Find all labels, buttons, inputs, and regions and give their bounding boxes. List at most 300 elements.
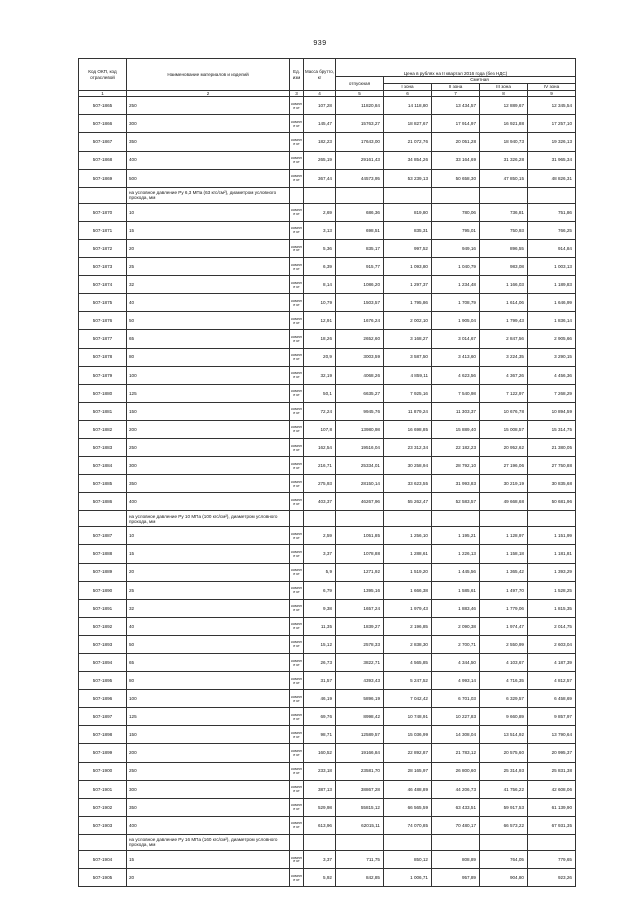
cell-name: 250 <box>127 97 290 115</box>
cell-unit: компле кт <box>290 115 304 133</box>
header-zone-4: IV зона <box>528 84 576 91</box>
cell-price-zone-1: 30 258,94 <box>384 457 432 475</box>
table-row <box>79 672 576 690</box>
section-empty-cell <box>384 511 432 527</box>
cell-code: 507-1870 <box>79 203 127 221</box>
cell-price-zone-4: 12 345,54 <box>528 97 576 115</box>
cell-mass: 15,12 <box>304 635 336 653</box>
cell-price-zone-3: 59 917,53 <box>480 798 528 816</box>
cell-price-zone-3: 1 497,70 <box>480 581 528 599</box>
table-row <box>79 850 576 868</box>
cell-price-zone-2: 1 040,79 <box>432 258 480 276</box>
section-empty-cell <box>480 511 528 527</box>
section-heading: на условное давление Ру 10 МПа (100 кгс/см²), диаметром условного прохода, мм <box>127 511 290 527</box>
cell-price-zone-2: 28 792,10 <box>432 457 480 475</box>
cell-mass: 265,19 <box>304 151 336 169</box>
cell-price-zone-1: 850,12 <box>384 850 432 868</box>
cell-price-zone-3: 896,55 <box>480 239 528 257</box>
section-empty-cell <box>432 187 480 203</box>
cell-mass: 2,59 <box>304 527 336 545</box>
cell-price-zone-2: 7 540,98 <box>432 384 480 402</box>
cell-price-zone-2: 808,89 <box>432 850 480 868</box>
cell-mass: 6,39 <box>304 258 336 276</box>
cell-price-zone-2: 20 051,28 <box>432 133 480 151</box>
cell-name: 500 <box>127 169 290 187</box>
cell-mass: 31,57 <box>304 672 336 690</box>
section-empty-cell <box>336 187 384 203</box>
section-empty-cell <box>432 834 480 850</box>
cell-price-otpusknaya: 19166,84 <box>336 744 384 762</box>
cell-code: 507-1884 <box>79 457 127 475</box>
cell-name: 15 <box>127 545 290 563</box>
column-number: 9 <box>528 91 576 97</box>
cell-price-zone-1: 33 623,55 <box>384 475 432 493</box>
table-row <box>79 294 576 312</box>
table-row <box>79 816 576 834</box>
cell-name: 250 <box>127 438 290 456</box>
cell-price-otpusknaya: 835,17 <box>336 239 384 257</box>
cell-price-zone-1: 66 565,59 <box>384 798 432 816</box>
column-number: 1 <box>79 91 127 97</box>
cell-price-zone-2: 4 623,56 <box>432 366 480 384</box>
cell-unit: компле кт <box>290 599 304 617</box>
cell-price-zone-2: 10 227,83 <box>432 708 480 726</box>
cell-price-zone-2: 1 195,21 <box>432 527 480 545</box>
section-empty-cell <box>384 187 432 203</box>
cell-price-zone-3: 12 889,67 <box>480 97 528 115</box>
column-number: 8 <box>480 91 528 97</box>
section-empty-cell <box>528 834 576 850</box>
cell-price-zone-1: 21 072,76 <box>384 133 432 151</box>
section-heading: на условное давление Ру 6,3 МПа (63 кгс/см²), диаметром условного прохода, мм <box>127 187 290 203</box>
cell-price-zone-1: 5 247,52 <box>384 672 432 690</box>
cell-price-otpusknaya: 2652,60 <box>336 330 384 348</box>
section-empty-cell <box>528 187 576 203</box>
column-number: 5 <box>336 91 384 97</box>
cell-price-zone-4: 1 151,99 <box>528 527 576 545</box>
column-number: 6 <box>384 91 432 97</box>
cell-price-zone-3: 4 716,35 <box>480 672 528 690</box>
cell-mass: 5,36 <box>304 239 336 257</box>
cell-price-zone-3: 4 103,67 <box>480 654 528 672</box>
cell-code: 507-1893 <box>79 635 127 653</box>
cell-price-otpusknaya: 2578,33 <box>336 635 384 653</box>
section-empty-cell <box>79 511 127 527</box>
table-row <box>79 635 576 653</box>
cell-code: 507-1865 <box>79 97 127 115</box>
cell-name: 15 <box>127 850 290 868</box>
cell-price-zone-4: 4 812,57 <box>528 672 576 690</box>
cell-code: 507-1889 <box>79 563 127 581</box>
cell-code: 507-1900 <box>79 762 127 780</box>
table-row <box>79 798 576 816</box>
cell-price-otpusknaya: 15763,27 <box>336 115 384 133</box>
cell-price-zone-3: 7 122,97 <box>480 384 528 402</box>
header-price-group: Цена в рублях на II квартал 2016 года (без НДС) <box>336 59 576 77</box>
cell-price-zone-3: 3 224,35 <box>480 348 528 366</box>
cell-mass: 12,91 <box>304 312 336 330</box>
cell-code: 507-1871 <box>79 221 127 239</box>
cell-code: 507-1891 <box>79 599 127 617</box>
cell-mass: 367,44 <box>304 169 336 187</box>
cell-price-zone-3: 9 660,89 <box>480 708 528 726</box>
cell-code: 507-1896 <box>79 690 127 708</box>
cell-mass: 72,24 <box>304 402 336 420</box>
cell-price-zone-4: 48 826,31 <box>528 169 576 187</box>
cell-price-zone-1: 28 165,97 <box>384 762 432 780</box>
table-row <box>79 726 576 744</box>
cell-price-zone-1: 7 042,42 <box>384 690 432 708</box>
cell-code: 507-1902 <box>79 798 127 816</box>
cell-price-zone-1: 4 859,11 <box>384 366 432 384</box>
cell-mass: 403,37 <box>304 493 336 511</box>
cell-name: 250 <box>127 762 290 780</box>
section-empty-cell <box>304 511 336 527</box>
cell-unit: компле кт <box>290 384 304 402</box>
cell-code: 507-1880 <box>79 384 127 402</box>
cell-price-zone-3: 66 573,22 <box>480 816 528 834</box>
cell-price-zone-4: 30 835,68 <box>528 475 576 493</box>
section-empty-cell <box>290 187 304 203</box>
cell-code: 507-1883 <box>79 438 127 456</box>
cell-price-zone-3: 1 166,03 <box>480 276 528 294</box>
table-row <box>79 780 576 798</box>
table-row <box>79 599 576 617</box>
cell-price-zone-3: 10 676,78 <box>480 402 528 420</box>
cell-code: 507-1901 <box>79 780 127 798</box>
section-row <box>79 834 576 850</box>
cell-name: 400 <box>127 493 290 511</box>
cell-name: 25 <box>127 258 290 276</box>
cell-price-zone-1: 15 036,99 <box>384 726 432 744</box>
cell-price-zone-4: 779,65 <box>528 850 576 868</box>
cell-code: 507-1892 <box>79 617 127 635</box>
cell-name: 125 <box>127 708 290 726</box>
cell-price-otpusknaya: 12589,57 <box>336 726 384 744</box>
section-empty-cell <box>336 511 384 527</box>
cell-price-zone-1: 16 698,85 <box>384 420 432 438</box>
table-row <box>79 475 576 493</box>
cell-price-zone-4: 10 894,59 <box>528 402 576 420</box>
cell-price-zone-3: 27 196,06 <box>480 457 528 475</box>
cell-price-zone-1: 22 892,87 <box>384 744 432 762</box>
cell-unit: компле кт <box>290 672 304 690</box>
cell-price-zone-2: 63 433,51 <box>432 798 480 816</box>
cell-price-zone-2: 1 234,48 <box>432 276 480 294</box>
cell-price-otpusknaya: 46267,96 <box>336 493 384 511</box>
table-row <box>79 203 576 221</box>
table-header <box>79 59 576 97</box>
cell-price-zone-1: 14 118,80 <box>384 97 432 115</box>
cell-price-zone-2: 1 905,04 <box>432 312 480 330</box>
cell-code: 507-1897 <box>79 708 127 726</box>
cell-price-zone-4: 25 831,38 <box>528 762 576 780</box>
cell-mass: 162,54 <box>304 438 336 456</box>
section-row <box>79 187 576 203</box>
cell-mass: 275,93 <box>304 475 336 493</box>
cell-price-otpusknaya: 1839,27 <box>336 617 384 635</box>
header-mass: Масса брутто, кг <box>304 59 336 91</box>
cell-price-zone-3: 31 326,28 <box>480 151 528 169</box>
cell-price-zone-1: 1 519,20 <box>384 563 432 581</box>
cell-name: 300 <box>127 457 290 475</box>
cell-unit: компле кт <box>290 258 304 276</box>
cell-price-zone-4: 3 290,15 <box>528 348 576 366</box>
cell-mass: 613,96 <box>304 816 336 834</box>
cell-price-zone-4: 1 528,25 <box>528 581 576 599</box>
table-row <box>79 457 576 475</box>
cell-code: 507-1885 <box>79 475 127 493</box>
cell-name: 20 <box>127 563 290 581</box>
cell-price-otpusknaya: 1395,16 <box>336 581 384 599</box>
cell-unit: компле кт <box>290 726 304 744</box>
cell-price-otpusknaya: 28150,14 <box>336 475 384 493</box>
cell-price-zone-3: 6 329,57 <box>480 690 528 708</box>
cell-code: 507-1903 <box>79 816 127 834</box>
cell-price-zone-3: 20 575,60 <box>480 744 528 762</box>
table-row <box>79 97 576 115</box>
cell-code: 507-1890 <box>79 581 127 599</box>
cell-price-zone-2: 13 434,57 <box>432 97 480 115</box>
cell-price-zone-1: 1 666,38 <box>384 581 432 599</box>
cell-price-zone-1: 18 827,67 <box>384 115 432 133</box>
cell-code: 507-1881 <box>79 402 127 420</box>
cell-mass: 233,18 <box>304 762 336 780</box>
section-row <box>79 511 576 527</box>
cell-price-zone-1: 997,52 <box>384 239 432 257</box>
cell-price-zone-4: 42 608,06 <box>528 780 576 798</box>
cell-price-zone-3: 16 921,88 <box>480 115 528 133</box>
cell-price-zone-2: 4 344,50 <box>432 654 480 672</box>
cell-unit: компле кт <box>290 708 304 726</box>
cell-unit: компле кт <box>290 493 304 511</box>
cell-price-otpusknaya: 3822,71 <box>336 654 384 672</box>
cell-unit: компле кт <box>290 151 304 169</box>
cell-price-zone-4: 61 139,90 <box>528 798 576 816</box>
cell-price-zone-1: 7 925,16 <box>384 384 432 402</box>
cell-unit: компле кт <box>290 420 304 438</box>
cell-price-otpusknaya: 6635,27 <box>336 384 384 402</box>
cell-price-zone-3: 15 008,57 <box>480 420 528 438</box>
table-row <box>79 221 576 239</box>
table-row <box>79 744 576 762</box>
header-name: Наименование материалов и изделий <box>127 59 290 91</box>
cell-name: 10 <box>127 527 290 545</box>
cell-price-zone-1: 1 006,71 <box>384 869 432 887</box>
table-row <box>79 348 576 366</box>
cell-price-otpusknaya: 3003,59 <box>336 348 384 366</box>
cell-price-zone-2: 11 303,37 <box>432 402 480 420</box>
cell-unit: компле кт <box>290 869 304 887</box>
cell-price-otpusknaya: 1657,24 <box>336 599 384 617</box>
cell-code: 507-1872 <box>79 239 127 257</box>
cell-price-zone-3: 20 952,62 <box>480 438 528 456</box>
table-row <box>79 581 576 599</box>
cell-price-zone-1: 55 262,47 <box>384 493 432 511</box>
column-number: 3 <box>290 91 304 97</box>
cell-name: 50 <box>127 312 290 330</box>
cell-price-otpusknaya: 1503,57 <box>336 294 384 312</box>
table-row <box>79 708 576 726</box>
cell-unit: компле кт <box>290 438 304 456</box>
cell-mass: 2,69 <box>304 203 336 221</box>
cell-price-zone-3: 1 128,97 <box>480 527 528 545</box>
section-empty-cell <box>79 187 127 203</box>
cell-price-zone-2: 21 783,12 <box>432 744 480 762</box>
cell-price-zone-3: 1 799,43 <box>480 312 528 330</box>
cell-code: 507-1904 <box>79 850 127 868</box>
cell-code: 507-1887 <box>79 527 127 545</box>
cell-price-zone-1: 1 288,61 <box>384 545 432 563</box>
cell-mass: 98,71 <box>304 726 336 744</box>
cell-unit: компле кт <box>290 457 304 475</box>
cell-price-otpusknaya: 1676,24 <box>336 312 384 330</box>
table-row <box>79 115 576 133</box>
table-body <box>79 97 576 887</box>
cell-price-zone-3: 41 756,22 <box>480 780 528 798</box>
cell-name: 400 <box>127 151 290 169</box>
price-table <box>78 58 576 887</box>
table-row <box>79 420 576 438</box>
section-empty-cell <box>480 187 528 203</box>
cell-price-zone-1: 1 979,43 <box>384 599 432 617</box>
cell-price-zone-1: 46 488,89 <box>384 780 432 798</box>
cell-code: 507-1895 <box>79 672 127 690</box>
cell-name: 125 <box>127 384 290 402</box>
cell-name: 32 <box>127 276 290 294</box>
cell-name: 80 <box>127 348 290 366</box>
cell-price-zone-3: 1 779,06 <box>480 599 528 617</box>
cell-price-otpusknaya: 25334,01 <box>336 457 384 475</box>
cell-price-zone-4: 17 257,10 <box>528 115 576 133</box>
cell-mass: 20,9 <box>304 348 336 366</box>
cell-price-zone-3: 1 614,06 <box>480 294 528 312</box>
cell-name: 200 <box>127 420 290 438</box>
cell-code: 507-1877 <box>79 330 127 348</box>
cell-price-otpusknaya: 5896,19 <box>336 690 384 708</box>
section-empty-cell <box>290 511 304 527</box>
header-otpusknaya: отпускная <box>336 77 384 91</box>
cell-name: 200 <box>127 744 290 762</box>
cell-price-zone-1: 2 838,30 <box>384 635 432 653</box>
cell-mass: 32,19 <box>304 366 336 384</box>
cell-price-zone-2: 50 658,30 <box>432 169 480 187</box>
cell-price-zone-3: 2 550,99 <box>480 635 528 653</box>
cell-name: 25 <box>127 581 290 599</box>
cell-mass: 3,37 <box>304 850 336 868</box>
header-smetnaya: Сметная <box>384 77 576 84</box>
cell-price-zone-2: 795,01 <box>432 221 480 239</box>
cell-price-zone-4: 1 646,99 <box>528 294 576 312</box>
cell-price-zone-3: 18 940,73 <box>480 133 528 151</box>
cell-code: 507-1879 <box>79 366 127 384</box>
cell-price-zone-2: 70 480,17 <box>432 816 480 834</box>
cell-unit: компле кт <box>290 654 304 672</box>
table-row <box>79 151 576 169</box>
cell-price-zone-2: 3 014,67 <box>432 330 480 348</box>
cell-unit: компле кт <box>290 475 304 493</box>
cell-code: 507-1869 <box>79 169 127 187</box>
cell-unit: компле кт <box>290 203 304 221</box>
cell-price-zone-1: 3 168,27 <box>384 330 432 348</box>
cell-price-zone-1: 3 587,50 <box>384 348 432 366</box>
table-row <box>79 366 576 384</box>
cell-mass: 5,9 <box>304 563 336 581</box>
header-zone-1: I зона <box>384 84 432 91</box>
header-unit: Ед. изм <box>290 59 304 91</box>
cell-mass: 3,13 <box>304 221 336 239</box>
cell-name: 20 <box>127 239 290 257</box>
cell-unit: компле кт <box>290 816 304 834</box>
table-row <box>79 330 576 348</box>
cell-price-zone-2: 33 164,69 <box>432 151 480 169</box>
cell-price-otpusknaya: 23581,70 <box>336 762 384 780</box>
cell-code: 507-1867 <box>79 133 127 151</box>
cell-price-zone-2: 949,16 <box>432 239 480 257</box>
cell-name: 65 <box>127 654 290 672</box>
cell-unit: компле кт <box>290 690 304 708</box>
cell-price-zone-4: 766,25 <box>528 221 576 239</box>
cell-price-zone-4: 20 995,37 <box>528 744 576 762</box>
cell-price-zone-2: 4 993,14 <box>432 672 480 690</box>
cell-price-otpusknaya: 4068,26 <box>336 366 384 384</box>
cell-mass: 387,13 <box>304 780 336 798</box>
cell-unit: компле кт <box>290 402 304 420</box>
cell-price-zone-4: 50 681,96 <box>528 493 576 511</box>
cell-price-zone-4: 1 815,35 <box>528 599 576 617</box>
cell-name: 65 <box>127 330 290 348</box>
cell-price-otpusknaya: 55815,12 <box>336 798 384 816</box>
cell-name: 150 <box>127 726 290 744</box>
table-row <box>79 654 576 672</box>
cell-price-zone-4: 751,86 <box>528 203 576 221</box>
cell-unit: компле кт <box>290 798 304 816</box>
cell-code: 507-1876 <box>79 312 127 330</box>
cell-mass: 5,92 <box>304 869 336 887</box>
cell-price-zone-4: 7 268,29 <box>528 384 576 402</box>
cell-name: 20 <box>127 869 290 887</box>
section-empty-cell <box>304 834 336 850</box>
cell-price-zone-1: 11 879,24 <box>384 402 432 420</box>
cell-price-otpusknaya: 11820,84 <box>336 97 384 115</box>
cell-unit: компле кт <box>290 276 304 294</box>
cell-unit: компле кт <box>290 169 304 187</box>
cell-mass: 26,73 <box>304 654 336 672</box>
cell-price-zone-2: 3 413,60 <box>432 348 480 366</box>
cell-unit: компле кт <box>290 312 304 330</box>
section-empty-cell <box>79 834 127 850</box>
cell-price-zone-3: 1 365,42 <box>480 563 528 581</box>
cell-price-zone-4: 1 836,14 <box>528 312 576 330</box>
cell-unit: компле кт <box>290 239 304 257</box>
table-row <box>79 527 576 545</box>
cell-price-zone-1: 1 256,10 <box>384 527 432 545</box>
table-row <box>79 239 576 257</box>
cell-name: 80 <box>127 672 290 690</box>
cell-price-zone-4: 67 931,35 <box>528 816 576 834</box>
section-heading: на условное давление Ру 16 МПа (160 кгс/см²), диаметром условного прохода, мм <box>127 834 290 850</box>
cell-price-zone-4: 1 181,81 <box>528 545 576 563</box>
cell-price-zone-1: 2 196,85 <box>384 617 432 635</box>
cell-price-zone-2: 780,06 <box>432 203 480 221</box>
table-row <box>79 402 576 420</box>
cell-name: 400 <box>127 816 290 834</box>
cell-price-otpusknaya: 19516,04 <box>336 438 384 456</box>
cell-code: 507-1874 <box>79 276 127 294</box>
cell-price-zone-4: 2 014,75 <box>528 617 576 635</box>
cell-price-zone-2: 1 585,61 <box>432 581 480 599</box>
cell-price-zone-4: 1 003,13 <box>528 258 576 276</box>
